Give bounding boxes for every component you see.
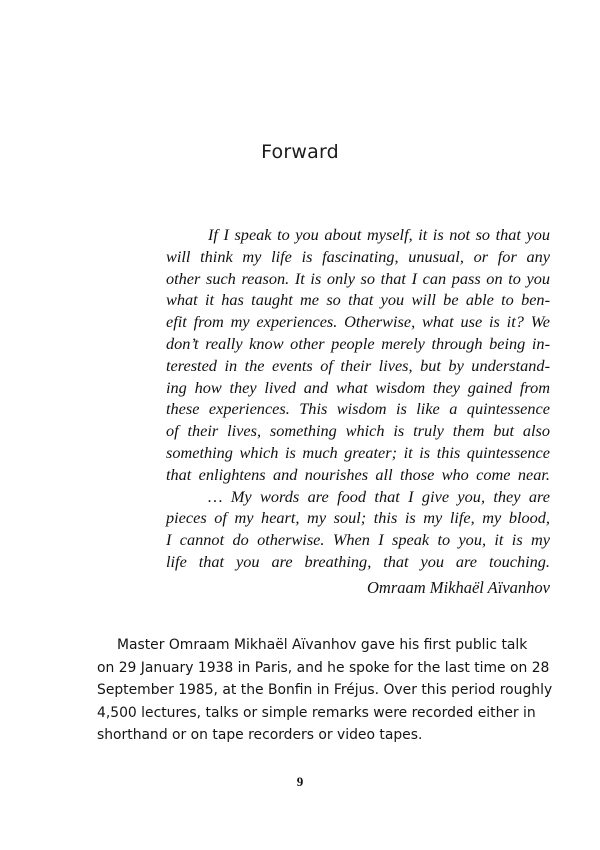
epigraph-line: of their lives, something which is truly them but also xyxy=(166,421,550,441)
intro-line: Master Omraam Mikhaël Aïvanhov gave his first public talk xyxy=(117,637,528,653)
epigraph-line: … My words are food that I give you, they are xyxy=(208,486,550,506)
epigraph-attribution: Omraam Mikhaël Aïvanhov xyxy=(367,578,550,597)
epigraph-line: I cannot do otherwise. When I speak to you, it is my xyxy=(166,530,550,550)
chapter-title: Forward xyxy=(261,141,339,163)
epigraph-quote xyxy=(166,224,550,573)
epigraph-line: that enlightens and nourishes all those who come near. xyxy=(166,464,550,484)
epigraph-line: pieces of my heart, my soul; this is my life, my blood, xyxy=(166,508,550,528)
epigraph-line: what it has taught me so that you will be able to ben- xyxy=(166,290,550,310)
epigraph-line: these experiences. This wisdom is like a quintessence xyxy=(166,399,550,419)
epigraph-line: terested in the events of their lives, but by understand- xyxy=(166,355,550,375)
epigraph-line: don’t really know other people merely through being in- xyxy=(166,333,550,353)
intro-line: 4,500 lectures, talks or simple remarks were recorded either in xyxy=(97,704,536,721)
epigraph-line: If I speak to you about myself, it is not so that you xyxy=(208,225,550,244)
intro-paragraph xyxy=(97,634,553,747)
intro-line: on 29 January 1938 in Paris, and he spoke for the last time on 28 xyxy=(97,659,550,676)
intro-line: September 1985, at the Bonfin in Fréjus. Over this period roughly xyxy=(97,682,553,699)
epigraph-line: will think my life is fascinating, unusual, or for any xyxy=(166,246,550,266)
epigraph-line: life that you are breathing, that you are touching. xyxy=(166,551,550,571)
epigraph-line: efit from my experiences. Otherwise, what use is it? We xyxy=(166,312,550,332)
epigraph-line: ing how they lived and what wisdom they gained from xyxy=(166,377,550,397)
epigraph-line: other such reason. It is only so that I can pass on to you xyxy=(166,268,550,288)
page-number: 9 xyxy=(296,774,304,789)
intro-line: shorthand or on tape recorders or video tapes. xyxy=(97,727,423,744)
epigraph-line: something which is much greater; it is this quintessence xyxy=(166,442,550,462)
